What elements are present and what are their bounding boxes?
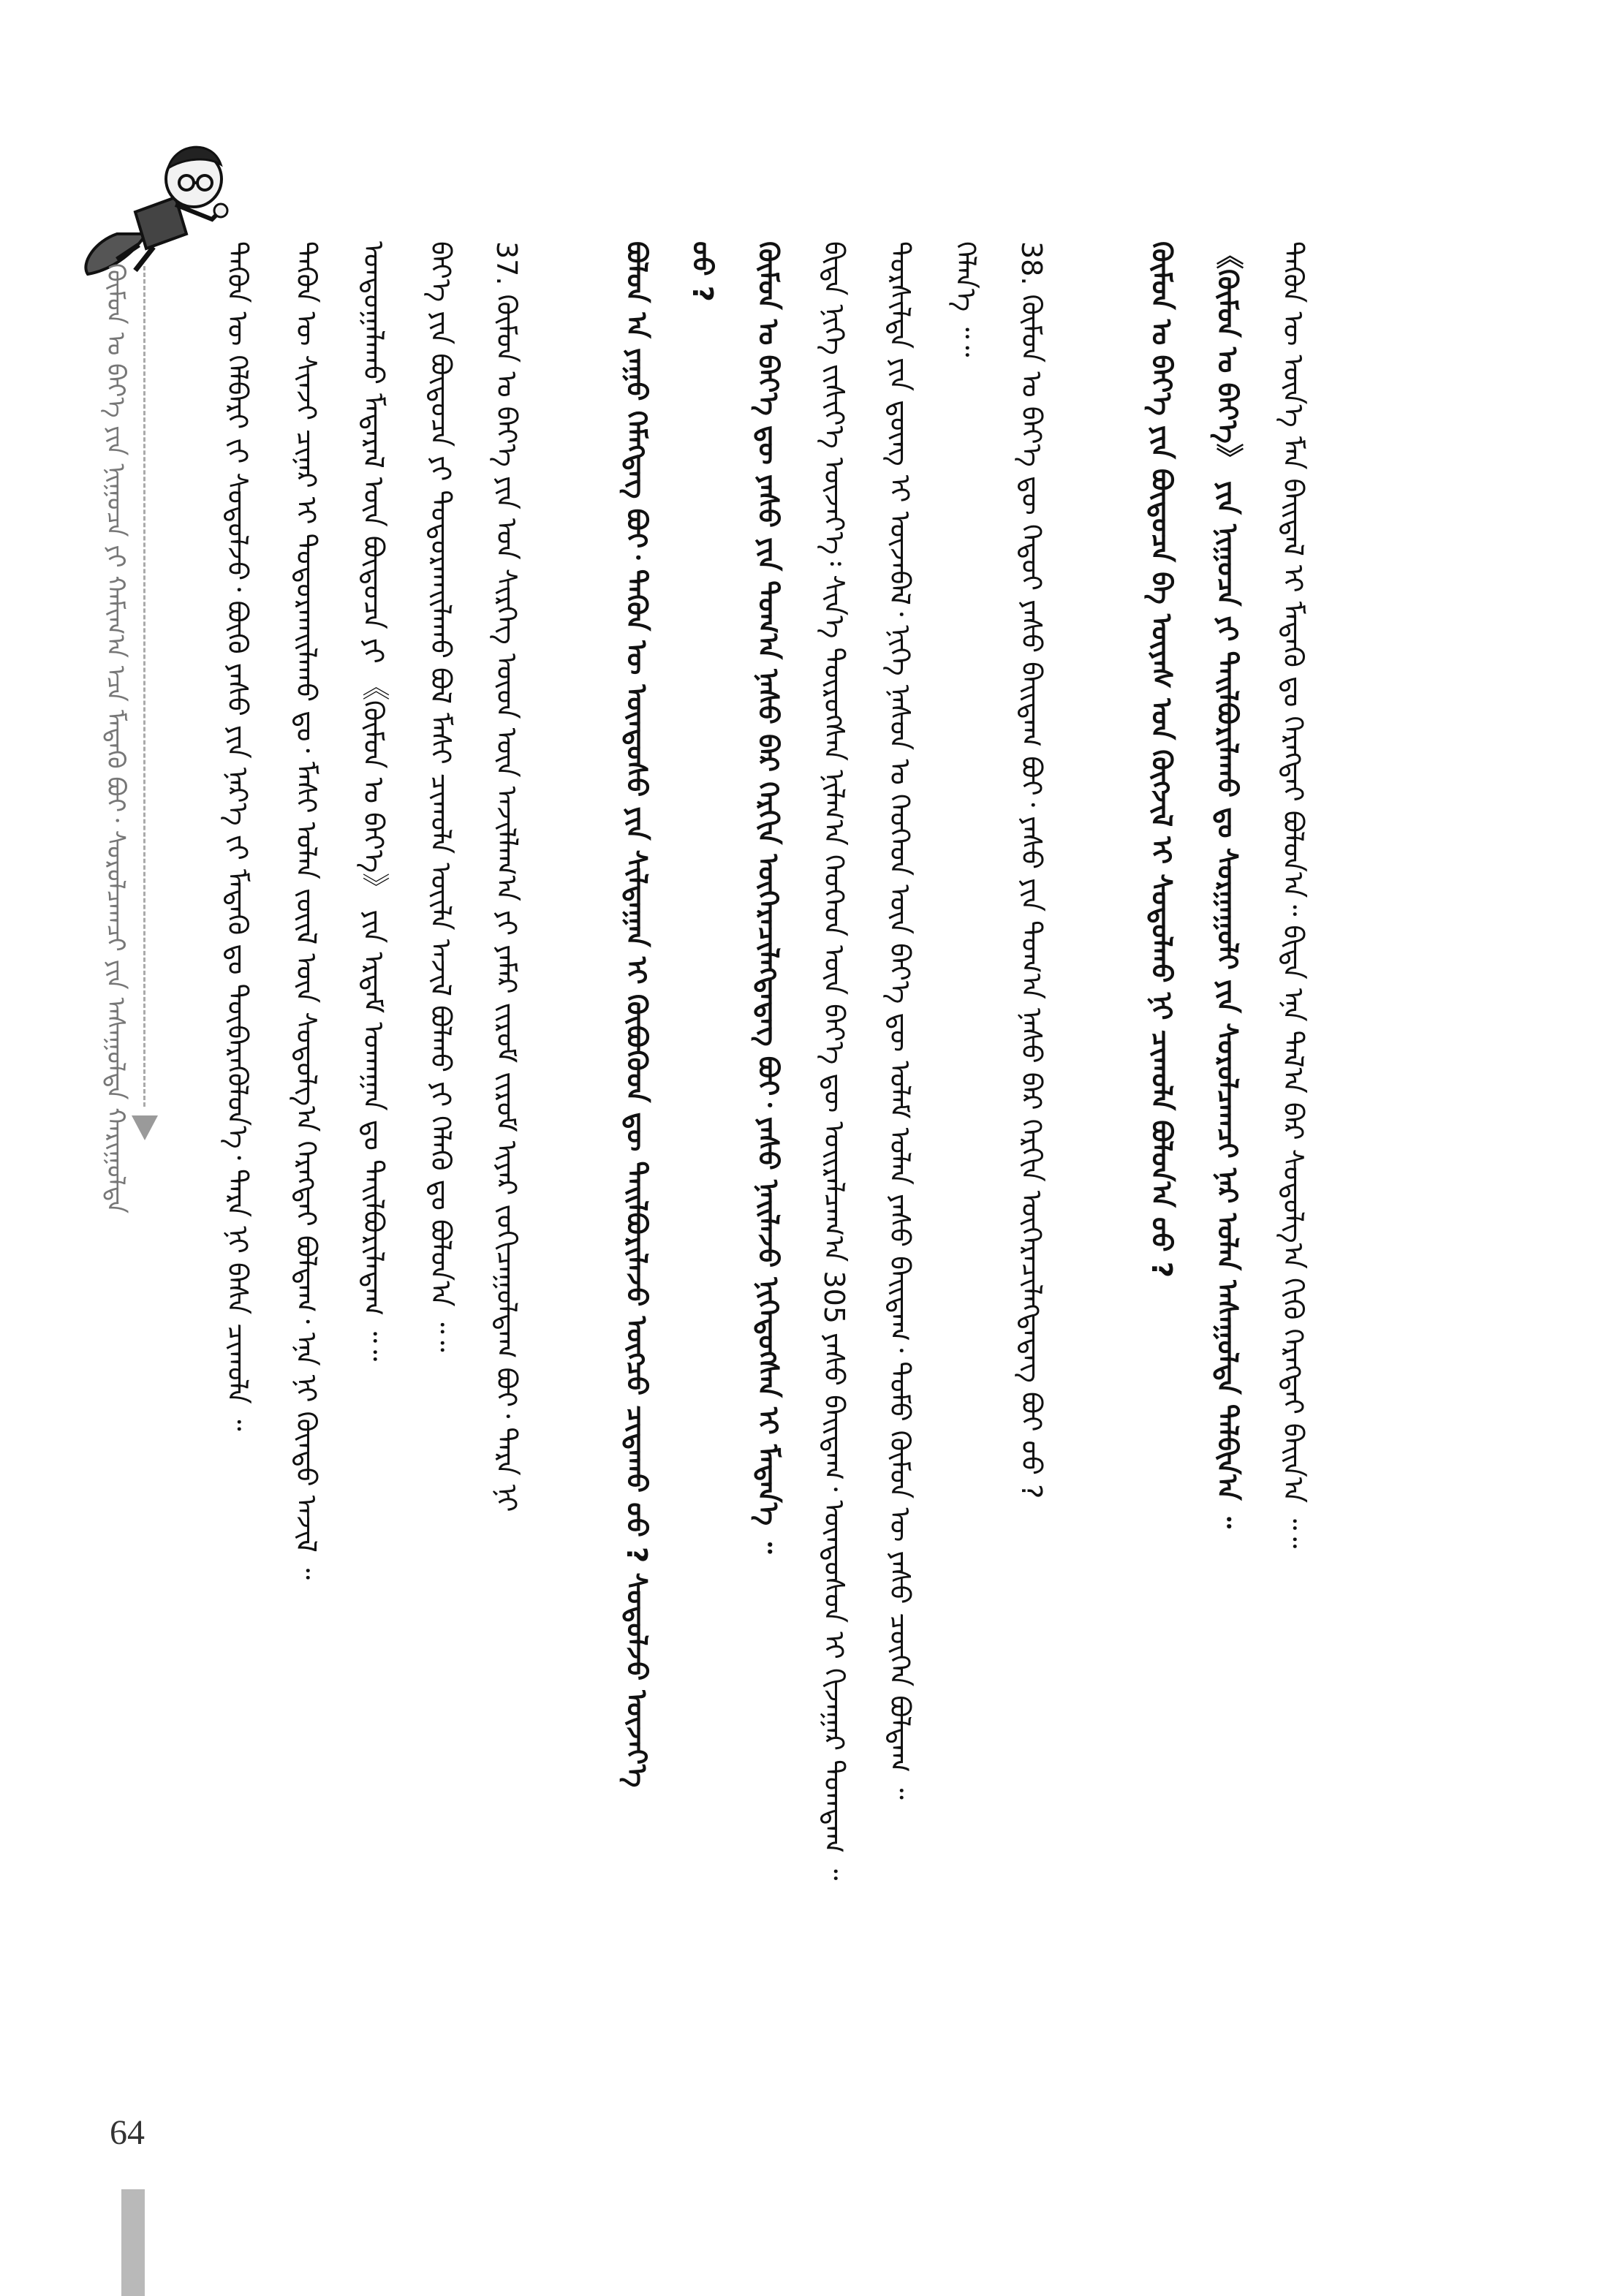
text-column-15: ᠲᠡᠭᠦᠨ ᠦ ᠦᠨ᠎ᠡ ᠮᠠᠨ ᠪᠠᠢᠳᠠᠯ ᠢ ᠮᠡᠳᠡᠬᠦ ᠳᠤ ᠬᠡᠷᠡᠭᠲᠡᠢ ᠪᠣᠯᠤᠨ᠎ᠠ᠃ ᠪᠢᠳᠡ ᠡᠨᠡ ᠲᠠᠯ᠎ᠠ ᠪᠠᠷ ᠰᠤᠳᠤᠯᠭ᠎ᠠ ᠬᠢᠬᠦ ᠬᠡᠷᠡᠭᠲᠡᠢ ᠪᠠᠢᠨ᠎ᠠ ᠃᠃	[1277, 241, 1309, 1549]
running-header: ᠬᠦᠮᠦᠨ ᠤ ᠪᠡᠶ᠎ᠡ ᠶᠢᠨ ᠨᠢᠭᠤᠴᠠ ᠶᠢ ᠬᠠᠮᠢᠭ᠎ᠠ ᠡᠴᠡ ᠮᠡᠳᠡᠬᠦ ᠪᠤᠢ᠂ ᠰᠤᠷᠤᠯᠴᠠᠭᠴᠢ ᠶᠢᠨ ᠠᠰᠠᠭᠤᠯᠲᠠ ᠬᠠᠷᠢᠭᠤᠯᠲᠠ	[101, 263, 130, 1214]
text-column-9: ᠪᠢᠳᠡ ᠨᠢᠭᠡ ᠵᠢᠱᠢᠶ᠎ᠡ ᠦᠵᠡᠶ᠎ᠡ᠄ ᠰᠢᠨ᠎ᠡ ᠲᠥᠷᠥᠭᠰᠡᠨ ᠨᠢᠯᠬ᠎ᠠ ᠬᠡᠦᠬᠡᠳ ᠦᠨ ᠪᠡᠶ᠎ᠡ ᠳᠦ ᠣᠢᠷᠠᠯᠴᠠᠭ᠎ᠠ 305 ᠶᠠᠰᠤ ᠪᠠᠢᠳᠠᠭ᠂ ᠦᠨᠳᠦᠰᠦᠨ ᠢ ᠬᠢᠵᠠᠭᠠᠷ ᠲᠤᠭᠳᠠᠭ ᠃	[818, 241, 850, 1881]
text-column-8: ᠬᠦᠮᠦᠨ ᠤ ᠪᠡᠶ᠎ᠡ ᠳᠦ ᠶᠠᠰᠤ ᠶᠢᠨ ᠲᠣᠭ᠎ᠠ ᠨᠠᠰᠤ ᠪᠠᠷ ᠬᠡᠷᠬᠢᠨ ᠥᠭᠡᠷᠡᠴᠢᠯᠡᠭᠳᠡᠳᠡᠭ ᠪᠤᠢ᠂ ᠶᠠᠰᠤ ᠨᠡᠢᠯᠡᠵᠦ ᠨᠢᠭᠡᠳᠦᠭᠰᠡᠨ ᠢ ᠮᠡᠳᠡᠨ᠎ᠡ ᠃	[752, 241, 784, 1554]
text-column-12: 38. ᠬᠦᠮᠦᠨ ᠤ ᠪᠡᠶ᠎ᠡ ᠳᠦ ᠬᠡᠳᠦᠢ ᠶᠠᠰᠤ ᠪᠠᠢᠳᠠᠭ ᠪᠤᠢ᠂ ᠶᠠᠰᠤ ᠶᠢᠨ ᠲᠣᠭ᠎ᠠ ᠨᠠᠰᠤ ᠪᠠᠷ ᠬᠡᠷᠬᠢᠨ ᠥᠭᠡᠷᠡᠴᠢᠯᠡᠭᠳᠡᠳᠡᠭ ᠪᠤᠢ ᠤᠤ ?	[1015, 241, 1048, 1499]
text-column-7: ᠤᠤ ?	[686, 241, 719, 302]
text-column-10: ᠲᠤᠷᠰᠢᠯᠲᠠ ᠶᠢᠨ ᠳ᠋ᠦᠩ ᠢ ᠦᠵᠡᠪᠡᠯ᠂ ᠨᠢᠭᠡ ᠨᠠᠰᠤᠨ ᠤ ᠬᠡᠦᠬᠡᠳ ᠦᠨ ᠪᠡᠶ᠎ᠡ ᠳᠦ ᠤᠯᠠᠮ ᠣᠯᠠᠨ ᠶᠠᠰᠤ ᠪᠠᠢᠳᠠᠭ᠂ ᠲᠣᠮᠣ ᠬᠦᠮᠦᠨ ᠦ ᠶᠠᠰᠤ ᠴᠥᠭᠡᠨ ᠪᠣᠯᠳᠠᠭ ᠃	[884, 241, 916, 1800]
text-column-13: ᠬᠦᠮᠦᠨ ᠤ ᠪᠡᠶ᠎ᠡ ᠶᠢᠨ ᠪᠦᠲᠦᠴᠡ ᠪᠠ ᠦᠶᠡᠰ ᠤᠨ ᠬᠦᠭᠵᠢᠯ ᠢ ᠰᠤᠳᠤᠯᠬᠤ ᠨᠢ ᠴᠢᠬᠤᠯᠠ ᠪᠣᠯᠤᠨ᠎ᠠ ᠤᠤ ?	[1146, 241, 1178, 1278]
text-column-11: ᠬᠡᠯᠡᠨ᠎ᠡ ᠃᠃	[950, 241, 982, 357]
text-column-2: ᠲᠡᠭᠦᠨ ᠦ ᠰᠢᠨᠵᠢ ᠴᠢᠨᠠᠷ ᠢ ᠲᠣᠳᠣᠷᠬᠠᠢᠯᠠᠬᠤ ᠳᠤ᠂ ᠮᠠᠰᠢ ᠣᠯᠠᠨ ᠵᠦᠢᠯ ᠦᠨ ᠰᠤᠳᠤᠯᠭ᠎ᠠ ᠬᠡᠷᠡᠭᠲᠡᠢ ᠪᠣᠯᠳᠠᠭ᠂ ᠡᠨᠡ ᠨᠢ ᠬᠦᠨᠳᠦ ᠠᠵᠢᠯ ᠃	[290, 241, 322, 1580]
text-column-4: ᠪᠡᠶ᠎ᠡ ᠶᠢᠨ ᠪᠦᠲᠦᠴᠡ ᠶᠢ ᠲᠣᠳᠣᠷᠬᠠᠢᠯᠠᠬᠤ ᠪᠣᠯ ᠮᠠᠰᠢ ᠴᠢᠬᠤᠯᠠ ᠦᠢᠯᠡ ᠠᠵᠢᠯ ᠪᠣᠯᠬᠤ ᠶᠢ ᠬᠡᠯᠡᠬᠦ ᠳᠤ ᠪᠣᠯᠤᠨ᠎ᠠ ᠃᠃	[425, 241, 457, 1352]
page-edge-tab	[121, 2189, 145, 2296]
triangle-marker-icon	[132, 1115, 158, 1140]
mascot-illustration	[66, 124, 234, 285]
header-divider	[143, 266, 145, 1107]
text-column-3: ᠤᠨᠳᠤᠭᠠᠯᠠᠬᠤ ᠮᠡᠳᠡᠷᠡᠯ ᠦᠨ ᠪᠦᠲᠦᠴᠡ ᠶᠢ 《ᠬᠦᠮᠦᠨ ᠤ ᠪᠡᠶ᠎ᠡ》 ᠶᠢᠨ ᠡᠷᠳᠡᠮ ᠤᠬᠠᠭᠠᠨ ᠳᠤ ᠲᠠᠢᠯᠪᠤᠷᠢᠯᠠᠳᠠᠭ ᠃᠃	[357, 241, 390, 1362]
superhero-boy-figure	[86, 147, 227, 274]
text-column-1: ᠲᠡᠭᠦᠨ ᠦ ᠬᠡᠯᠪᠡᠷᠢ ᠵᠢ ᠰᠤᠳᠤᠯᠵᠤ᠂ ᠪᠦᠬᠦ ᠶᠠᠰᠤ ᠶᠢᠨ ᠨᠡᠷ᠎ᠡ ᠵᠢ ᠮᠡᠳᠡᠬᠦ ᠳᠤ ᠲᠥᠪᠡᠷᠡᠭᠦᠯᠦᠨ᠎ᠡ᠂ ᠲᠡᠷᠡ ᠨᠢ ᠪᠠᠰᠠ ᠴᠢᠬᠤᠯᠠ ᠃	[222, 241, 254, 1431]
text-column-6: ᠪᠣᠯᠤᠨ ᠠ ᠶᠠᠭᠤ ᠬᠡᠮᠡᠭᠳᠡᠭ ᠪᠤᠢ᠂ ᠲᠡᠭᠦᠨ ᠦ ᠦᠨᠳᠦᠰᠦ ᠶᠢᠨ ᠰᠢᠯᠲᠠᠭᠠᠨ ᠢ ᠬᠥᠪᠦᠭᠦᠳ ᠳᠦ ᠲᠠᠢᠯᠪᠤᠷᠢᠯᠠᠵᠤ ᠥᠭᠴᠦ ᠴᠢᠳᠠᠬᠤ ᠤᠤ ? ᠰᠤᠳᠤᠯᠵᠤ ᠦᠵᠡᠶ᠎ᠡ	[621, 241, 653, 1788]
page-number: 64	[110, 2113, 145, 2152]
text-column-5: 37. ᠬᠦᠮᠦᠨ ᠤ ᠪᠡᠶ᠎ᠡ ᠶᠢᠨ ᠡᠳ ᠰᠢᠷᠬᠡᠭ ᠦᠳ ᠦᠨ ᠠᠵᠢᠯᠯᠠᠭ᠎ᠠ ᠶᠢ ᠶᠠᠮᠠᠷ ᠵᠢᠷᠤᠮ ᠵᠢᠷᠤᠮ ᠢᠶᠡᠷ ᠵᠣᠬᠢᠴᠠᠭᠤᠯᠳᠠᠭ ᠪᠤᠢ᠂ ᠲᠡᠷᠡ ᠨᠢ	[491, 241, 523, 1512]
text-column-14: 《ᠬᠦᠮᠦᠨ ᠤ ᠪᠡᠶ᠎ᠡ》 ᠶᠢᠨ ᠨᠢᠭᠤᠴᠠ ᠶᠢ ᠲᠠᠢᠯᠪᠤᠷᠢᠯᠠᠬᠤ ᠳᠤ ᠰᠤᠷᠭᠠᠭᠤᠯᠢ ᠶᠢᠨ ᠰᠤᠷᠤᠯᠴᠠᠭᠴᠢ ᠨᠠᠷ ᠣᠯᠠᠨ ᠠᠰᠠᠭᠤᠯᠲᠠ ᠲᠠᠯᠪᠢᠨ᠎ᠠ ᠃	[1211, 241, 1244, 1528]
